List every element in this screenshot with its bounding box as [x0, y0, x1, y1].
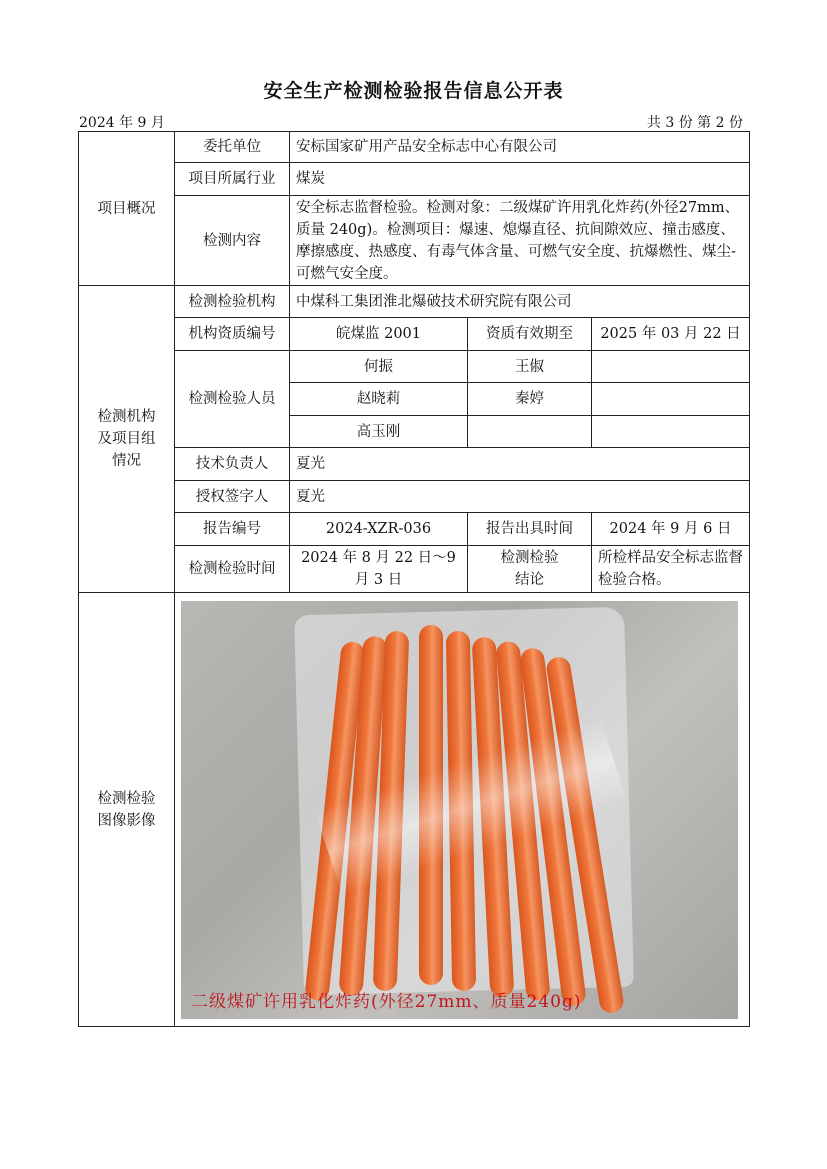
client-value: 安标国家矿用产品安全标志中心有限公司 [290, 132, 750, 163]
copy-count: 共 3 份 第 2 份 [646, 115, 743, 131]
personnel-cell [468, 416, 592, 448]
signatory-value: 夏光 [290, 481, 750, 513]
section-overview: 项目概况 [79, 132, 175, 286]
client-label: 委托单位 [175, 132, 290, 163]
section-image-label: 检测检验图像影像 [97, 790, 156, 829]
content-value: 安全标志监督检验。检测对象：二级煤矿许用乳化炸药(外径27mm、质量 240g)。检测项目：爆速、熄爆直径、抗间隙效应、撞击感度、摩擦感度、热感度、有毒气体含量、可燃气安全度、抗爆燃性、煤尘-可燃气安全度。 [290, 196, 750, 286]
info-table [78, 131, 750, 1027]
personnel-label: 检测检验人员 [175, 351, 290, 448]
report-date: 2024 年 9 月 [79, 115, 165, 131]
validity-label: 资质有效期至 [468, 318, 592, 351]
tech-lead-label: 技术负责人 [175, 448, 290, 481]
photo-cell [175, 593, 750, 1027]
page-title: 安全生产检测检验报告信息公开表 [263, 80, 564, 102]
personnel-cell [592, 416, 750, 448]
qual-no-label: 机构资质编号 [175, 318, 290, 351]
section-org-label: 检测机构及项目组情况 [97, 409, 156, 469]
validity-value: 2025 年 03 月 22 日 [592, 318, 750, 351]
conclusion-value: 所检样品安全标志监督检验合格。 [592, 546, 750, 593]
personnel-cell [592, 351, 750, 383]
section-image [79, 593, 175, 1027]
sample-photo [181, 601, 738, 1019]
section-org [79, 286, 175, 593]
conclusion-label-text: 检测检验结论 [500, 550, 559, 588]
personnel-cell: 赵晓莉 [290, 383, 468, 416]
issue-time-label: 报告出具时间 [468, 513, 592, 546]
personnel-cell: 高玉刚 [290, 416, 468, 448]
qual-no-value: 皖煤监 2001 [290, 318, 468, 351]
personnel-cell: 秦婷 [468, 383, 592, 416]
issue-time-value: 2024 年 9 月 6 日 [592, 513, 750, 546]
industry-label: 项目所属行业 [175, 163, 290, 196]
tech-lead-value: 夏光 [290, 448, 750, 481]
report-no-value: 2024-XZR-036 [290, 513, 468, 546]
conclusion-label [468, 546, 592, 593]
signatory-label: 授权签字人 [175, 481, 290, 513]
institution-label: 检测检验机构 [175, 286, 290, 318]
personnel-cell [592, 383, 750, 416]
institution-value: 中煤科工集团淮北爆破技术研究院有限公司 [290, 286, 750, 318]
industry-value: 煤炭 [290, 163, 750, 196]
personnel-cell: 何振 [290, 351, 468, 383]
test-time-value: 2024 年 8 月 22 日～9 月 3 日 [290, 546, 468, 593]
personnel-cell: 王俶 [468, 351, 592, 383]
test-time-label: 检测检验时间 [175, 546, 290, 593]
report-no-label: 报告编号 [175, 513, 290, 546]
content-label: 检测内容 [175, 196, 290, 286]
photo-caption: 二级煤矿许用乳化炸药(外径27mm、质量240g) [191, 991, 582, 1012]
